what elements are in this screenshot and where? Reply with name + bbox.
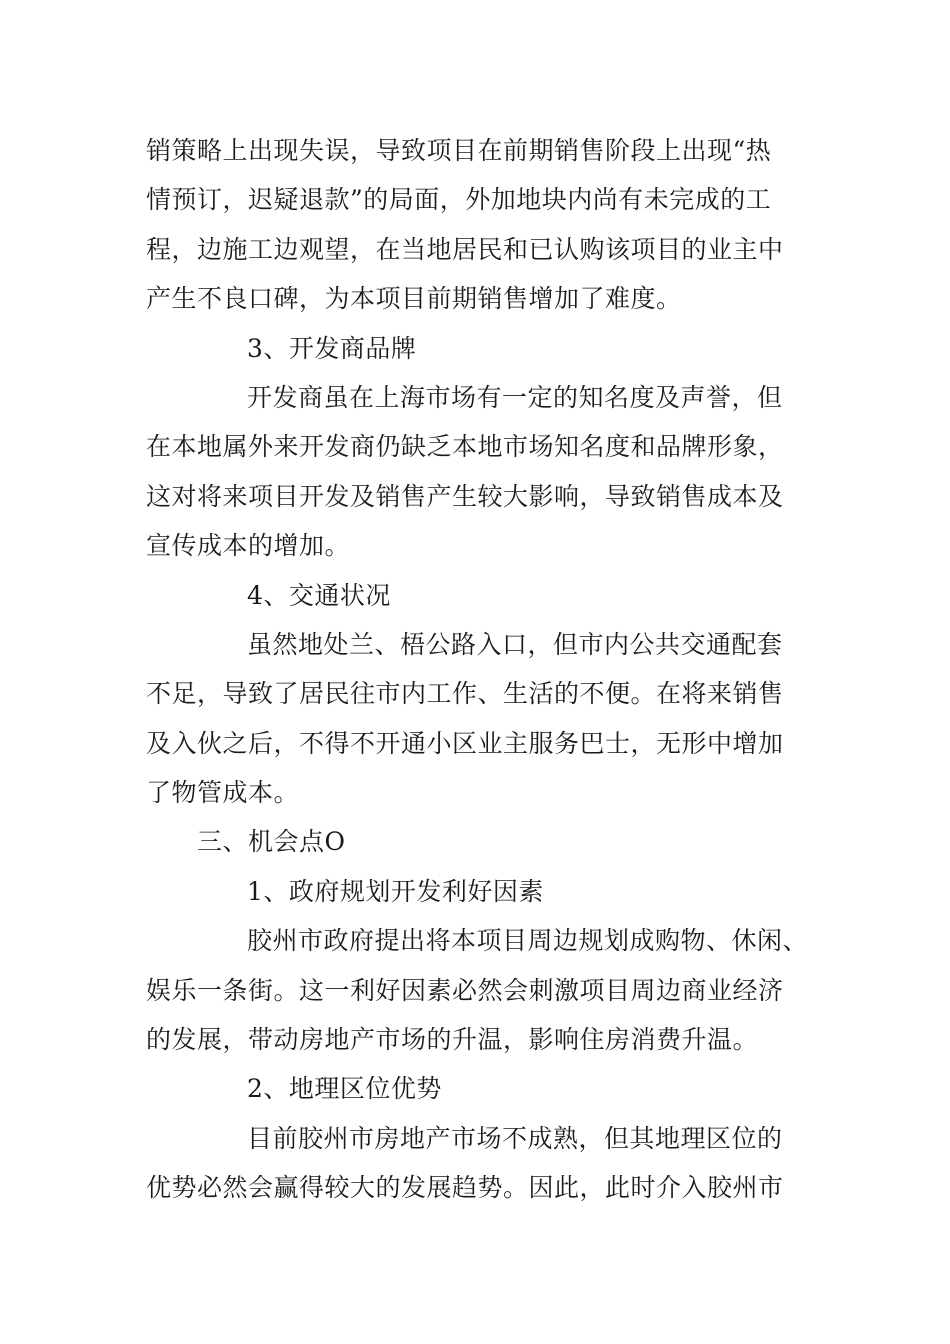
text-line: 宣传成本的增加。 [146,531,351,561]
text-line: 在本地属外来开发商仍缺乏本地市场知名度和品牌形象， [146,432,784,462]
text-line: 胶州市政府提出将本项目周边规划成购物、休闲、 [247,926,809,956]
document-body [146,126,846,1213]
text-line: 3、开发商品牌 [247,333,417,363]
text-line: 2、地理区位优势 [247,1074,442,1104]
text-line: 及入伙之后，不得不开通小区业主服务巴士，无形中增加 [146,728,784,758]
text-line: 开发商虽在上海市场有一定的知名度及声誉，但 [247,382,783,412]
text-line: 目前胶州市房地产市场不成熟，但其地理区位的 [247,1123,783,1153]
text-line: 产生不良口碑，为本项目前期销售增加了难度。 [146,284,682,314]
text-line: 的发展，带动房地产市场的升温，影响住房消费升温。 [146,1025,759,1055]
text-line: 销策略上出现失误，导致项目在前期销售阶段上出现“热 [146,136,772,165]
text-line: 不足，导致了居民往市内工作、生活的不便。在将来销售 [146,679,784,709]
text-line: 优势必然会赢得较大的发展趋势。因此，此时介入胶州市 [146,1173,784,1203]
text-line: 1、政府规划开发利好因素 [247,876,544,906]
text-line: 程，边施工边观望，在当地居民和已认购该项目的业主中 [146,234,784,264]
text-line: 这对将来项目开发及销售产生较大影响，导致销售成本及 [146,481,784,511]
text-line: 了物管成本。 [146,778,300,808]
text-line: 4、交通状况 [247,580,391,610]
text-line: 虽然地处兰、梧公路入口，但市内公共交通配套 [247,629,783,659]
text-line: 三、机会点O [197,827,346,857]
text-line: 情预订，迟疑退款”的局面，外加地块内尚有未完成的工 [146,185,772,215]
text-line: 娱乐一条街。这一利好因素必然会刺激项目周边商业经济 [146,975,784,1005]
